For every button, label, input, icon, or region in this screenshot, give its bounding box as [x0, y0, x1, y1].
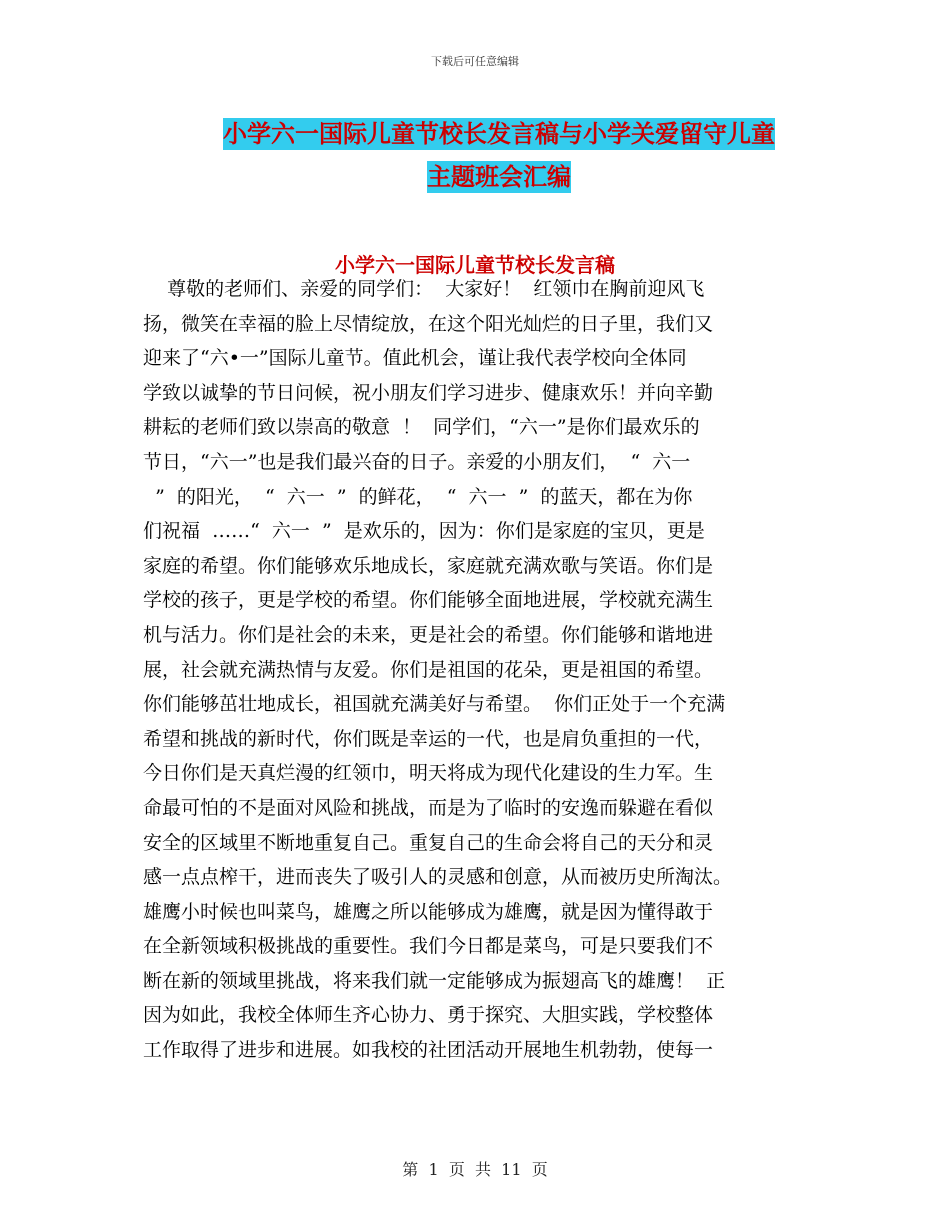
body-line: 们祝福 ……“ 六一 ” 是欢乐的，因为：你们是家庭的宝贝，更是 — [143, 520, 705, 543]
body-line: 家庭的希望。你们能够欢乐地成长，家庭就充满欢歌与笑语。你们是 — [143, 554, 714, 577]
body-line: 安全的区域里不断地重复自己。重复自己的生命会将自己的天分和灵 — [143, 831, 714, 854]
body-line: 雄鹰小时候也叫菜鸟，雄鹰之所以能够成为雄鹰，就是因为懂得敢于 — [143, 900, 714, 923]
body-line: 学致以诚挚的节日问候，祝小朋友们学习进步、健康欢乐！并向辛勤 — [143, 381, 714, 404]
body-line: 工作取得了进步和进展。如我校的社团活动开展地生机勃勃，使每一 — [143, 1039, 714, 1062]
body-line: ” 的阳光， “ 六一 ” 的鲜花， “ 六一 ” 的蓝天，都在为你 — [143, 485, 693, 508]
body-line: 今日你们是天真烂漫的红领巾，明天将成为现代化建设的生力军。生 — [143, 762, 714, 785]
document-title-line-2-text: 主题班会汇编 — [427, 163, 571, 191]
document-title-line-1-text: 小学六一国际儿童节校长发言稿与小学关爱留守儿童 — [223, 120, 775, 148]
body-text — [143, 272, 795, 1068]
body-line: 你们能够茁壮地成长，祖国就充满美好与希望。 你们正处于一个充满 — [143, 693, 726, 716]
body-line: 耕耘的老师们致以崇高的敬意 ！ 同学们，“六一”是你们最欢乐的 — [143, 416, 700, 439]
body-line: 尊敬的老师们、亲爱的同学们： 大家好！ 红领巾在胸前迎风飞 — [143, 278, 705, 300]
body-line: 展，社会就充满热情与友爱。你们是祖国的花朵，更是祖国的希望。 — [143, 658, 714, 681]
document-title-line-1 — [194, 114, 804, 149]
body-line: 感一点点榨干，进而丧失了吸引人的灵感和创意，从而被历史所淘汰。 — [143, 866, 733, 889]
page-number-footer: 第 1 页 共 11 页 — [402, 1160, 548, 1179]
body-line: 机与活力。你们是社会的未来，更是社会的希望。你们能够和谐地进 — [143, 623, 714, 646]
body-line: 因为如此，我校全体师生齐心协力、勇于探究、大胆实践，学校整体 — [143, 1004, 714, 1027]
document-title-line-2 — [194, 157, 804, 192]
body-line: 命最可怕的不是面对风险和挑战，而是为了临时的安逸而躲避在看似 — [143, 796, 714, 819]
body-line: 希望和挑战的新时代，你们既是幸运的一代，也是肩负重担的一代， — [143, 727, 714, 750]
body-line: 断在新的领域里挑战，将来我们就一定能够成为振翅高飞的雄鹰！ 正 — [143, 969, 726, 992]
body-line: 在全新领域积极挑战的重要性。我们今日都是菜鸟，可是只要我们不 — [143, 935, 714, 958]
page-header-note: 下载后可任意编辑 — [431, 55, 519, 68]
body-line: 学校的孩子，更是学校的希望。你们能够全面地进展，学校就充满生 — [143, 589, 714, 612]
body-line: 迎来了“六•一”国际儿童节。值此机会，谨让我代表学校向全体同 — [143, 347, 687, 370]
body-line: 扬，微笑在幸福的脸上尽情绽放，在这个阳光灿烂的日子里，我们又 — [143, 312, 714, 335]
body-line: 节日，“六一”也是我们最兴奋的日子。亲爱的小朋友们， “ 六一 — [143, 450, 691, 473]
section-title: 小学六一国际儿童节校长发言稿 — [335, 253, 615, 277]
